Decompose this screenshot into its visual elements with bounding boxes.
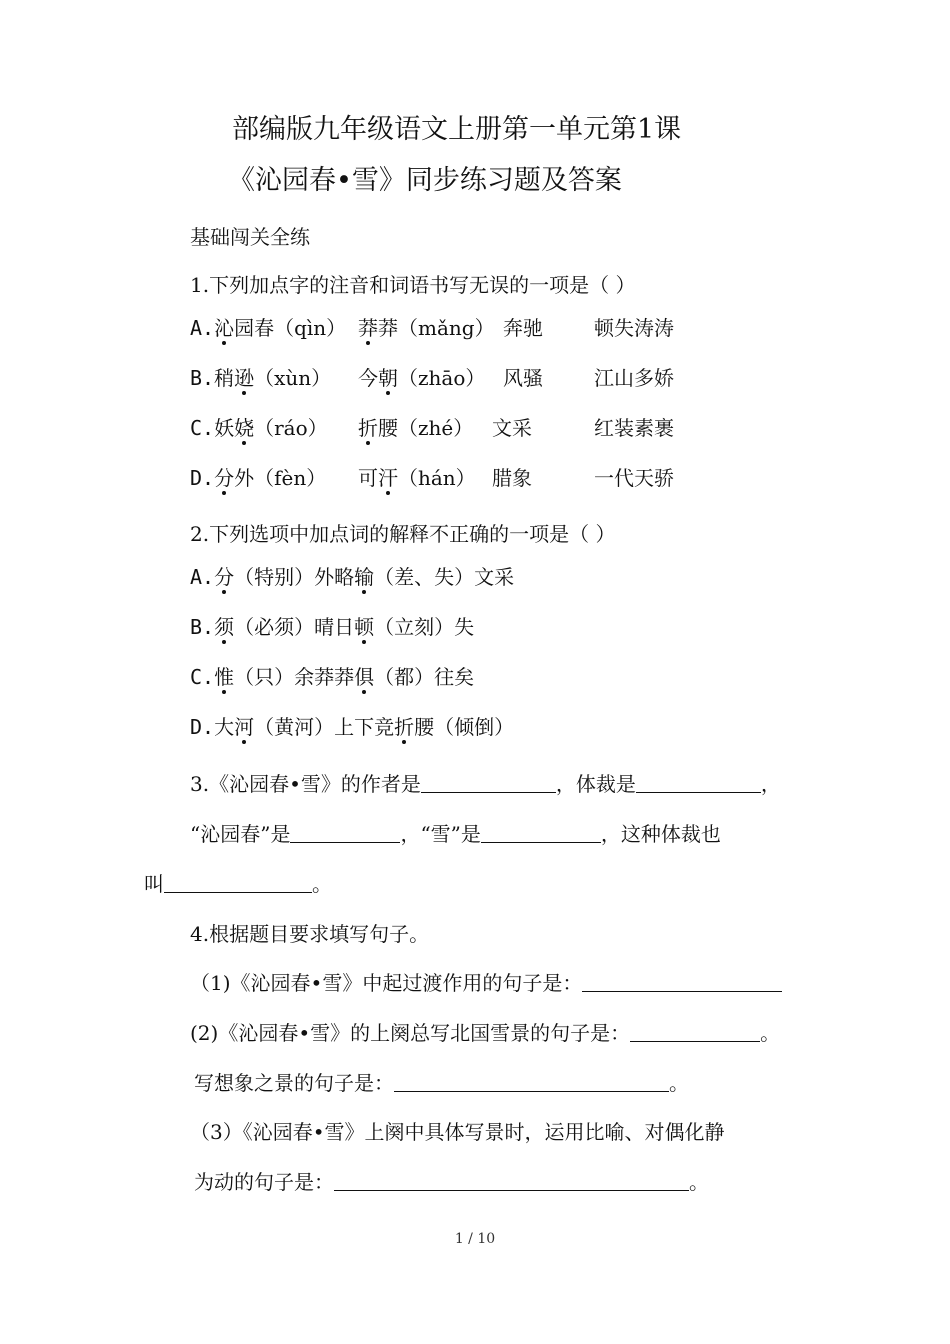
dotted-char: 莽 (358, 316, 378, 340)
answer-blank[interactable] (630, 1021, 760, 1042)
dotted-char: 折 (394, 715, 415, 739)
title-line-2: 《沁园春•雪》同步练习题及答案 (228, 165, 622, 196)
option-letter: C. (190, 665, 215, 689)
answer-blank[interactable] (290, 822, 400, 843)
q1-b-word4: 江山多娇 (594, 366, 674, 390)
option-letter: A. (190, 565, 215, 589)
dotted-char: 朝 (378, 366, 398, 390)
q4-sub-2-cont: 写想象之景的句子是： 。 (194, 1071, 689, 1095)
q1-stem: 1.下列加点字的注音和词语书写无误的一项是（ ） (190, 273, 636, 297)
document-page: 部编版九年级语文上册第一单元第1课 《沁园春•雪》同步练习题及答案 基础闯关全练 1.下列加点字的注音和词语书写无误的一项是（ ） A.沁园春（qìn） 莽莽（mǎng） 奔驰 顿失涛涛 B.稍逊（xùn） 今朝（zhāo） 风骚 江山多娇 C.妖娆（ráo） 折腰（zhé） 文采 红装素裹 D.分外（fèn） 可汗（hán） 腊象 一代天骄 2.下列选项中加点词的解释不正确的一项是（ ） A.分（特别）外略输（差、失）文采 B.须（必须）晴日顿（立刻）失 C.惟（只）余莽莽俱（都）往矣 D.大河（黄河）上下竞折腰（倾倒） 3.《沁园春•雪》的作者是 ，体裁是 ， “沁园春”是 ，“雪”是 ，这种体裁也 叫 。 4.根据题目要求填写句子。 （1)《沁园春•雪》中起过渡作用的句子是： (2)《沁园春•雪》的上阕总写北国雪景的句子是： 。 写想象之景的句子是： 。 （3）《沁园春•雪》上阕中具体写景时，运用比喻、对偶化静 为动的句子是： 。 1 / 10 (0, 0, 950, 1344)
q2-option-d: D.大河（黄河）上下竞折腰（倾倒） (190, 715, 515, 739)
q1-a-word4: 顿失涛涛 (594, 316, 674, 340)
q1-a-word3: 奔驰 (503, 316, 543, 340)
dotted-char: 分 (214, 565, 235, 589)
option-letter: B. (190, 366, 215, 390)
answer-blank[interactable] (394, 1071, 669, 1092)
dotted-char: 分 (214, 466, 235, 490)
q1-d-word3: 腊象 (492, 466, 532, 490)
answer-blank[interactable] (582, 971, 782, 992)
q2-option-a: A.分（特别）外略输（差、失）文采 (190, 565, 515, 589)
q2-stem: 2.下列选项中加点词的解释不正确的一项是（ ） (190, 522, 616, 546)
q4-sub-3: （3）《沁园春•雪》上阕中具体写景时，运用比喻、对偶化静 (190, 1120, 725, 1144)
dotted-char: 汗 (378, 466, 398, 490)
option-letter: D. (190, 466, 215, 490)
option-letter: C. (190, 416, 215, 440)
q4-stem: 4.根据题目要求填写句子。 (190, 922, 430, 946)
answer-blank[interactable] (334, 1170, 689, 1191)
dotted-char: 顿 (354, 615, 375, 639)
answer-blank[interactable] (164, 872, 312, 893)
option-letter: A. (190, 316, 215, 340)
dotted-char: 折 (358, 416, 378, 440)
answer-blank[interactable] (481, 822, 601, 843)
q1-d-word4: 一代天骄 (594, 466, 674, 490)
dotted-char: 俱 (354, 665, 375, 689)
q3-line-1: 3.《沁园春•雪》的作者是 ，体裁是 ， (190, 772, 781, 796)
q3-line-3: 叫 。 (144, 872, 332, 896)
title-line-1: 部编版九年级语文上册第一单元第1课 (232, 114, 682, 145)
page-number: 1 / 10 (454, 1231, 496, 1247)
dotted-char: 河 (234, 715, 255, 739)
q2-option-b: B.须（必须）晴日顿（立刻）失 (190, 615, 475, 639)
section-heading: 基础闯关全练 (190, 225, 310, 249)
option-letter: D. (190, 715, 215, 739)
dotted-char: 惟 (214, 665, 235, 689)
dotted-char: 输 (354, 565, 375, 589)
q1-c-word3: 文采 (492, 416, 532, 440)
q1-c-word4: 红装素裹 (594, 416, 674, 440)
answer-blank[interactable] (636, 772, 761, 793)
option-letter: B. (190, 615, 215, 639)
q4-sub-3-cont: 为动的句子是： 。 (194, 1170, 709, 1194)
q1-b-word3: 风骚 (503, 366, 543, 390)
q2-option-c: C.惟（只）余莽莽俱（都）往矣 (190, 665, 475, 689)
dotted-char: 逊 (234, 366, 255, 390)
answer-blank[interactable] (421, 772, 556, 793)
q4-sub-1: （1)《沁园春•雪》中起过渡作用的句子是： (190, 969, 782, 997)
q4-sub-2: (2)《沁园春•雪》的上阕总写北国雪景的句子是： 。 (190, 1021, 781, 1045)
dotted-char: 须 (214, 615, 235, 639)
q3-line-2: “沁园春”是 ，“雪”是 ，这种体裁也 (190, 822, 721, 846)
dotted-char: 沁 (214, 316, 235, 340)
dotted-char: 娆 (234, 416, 255, 440)
